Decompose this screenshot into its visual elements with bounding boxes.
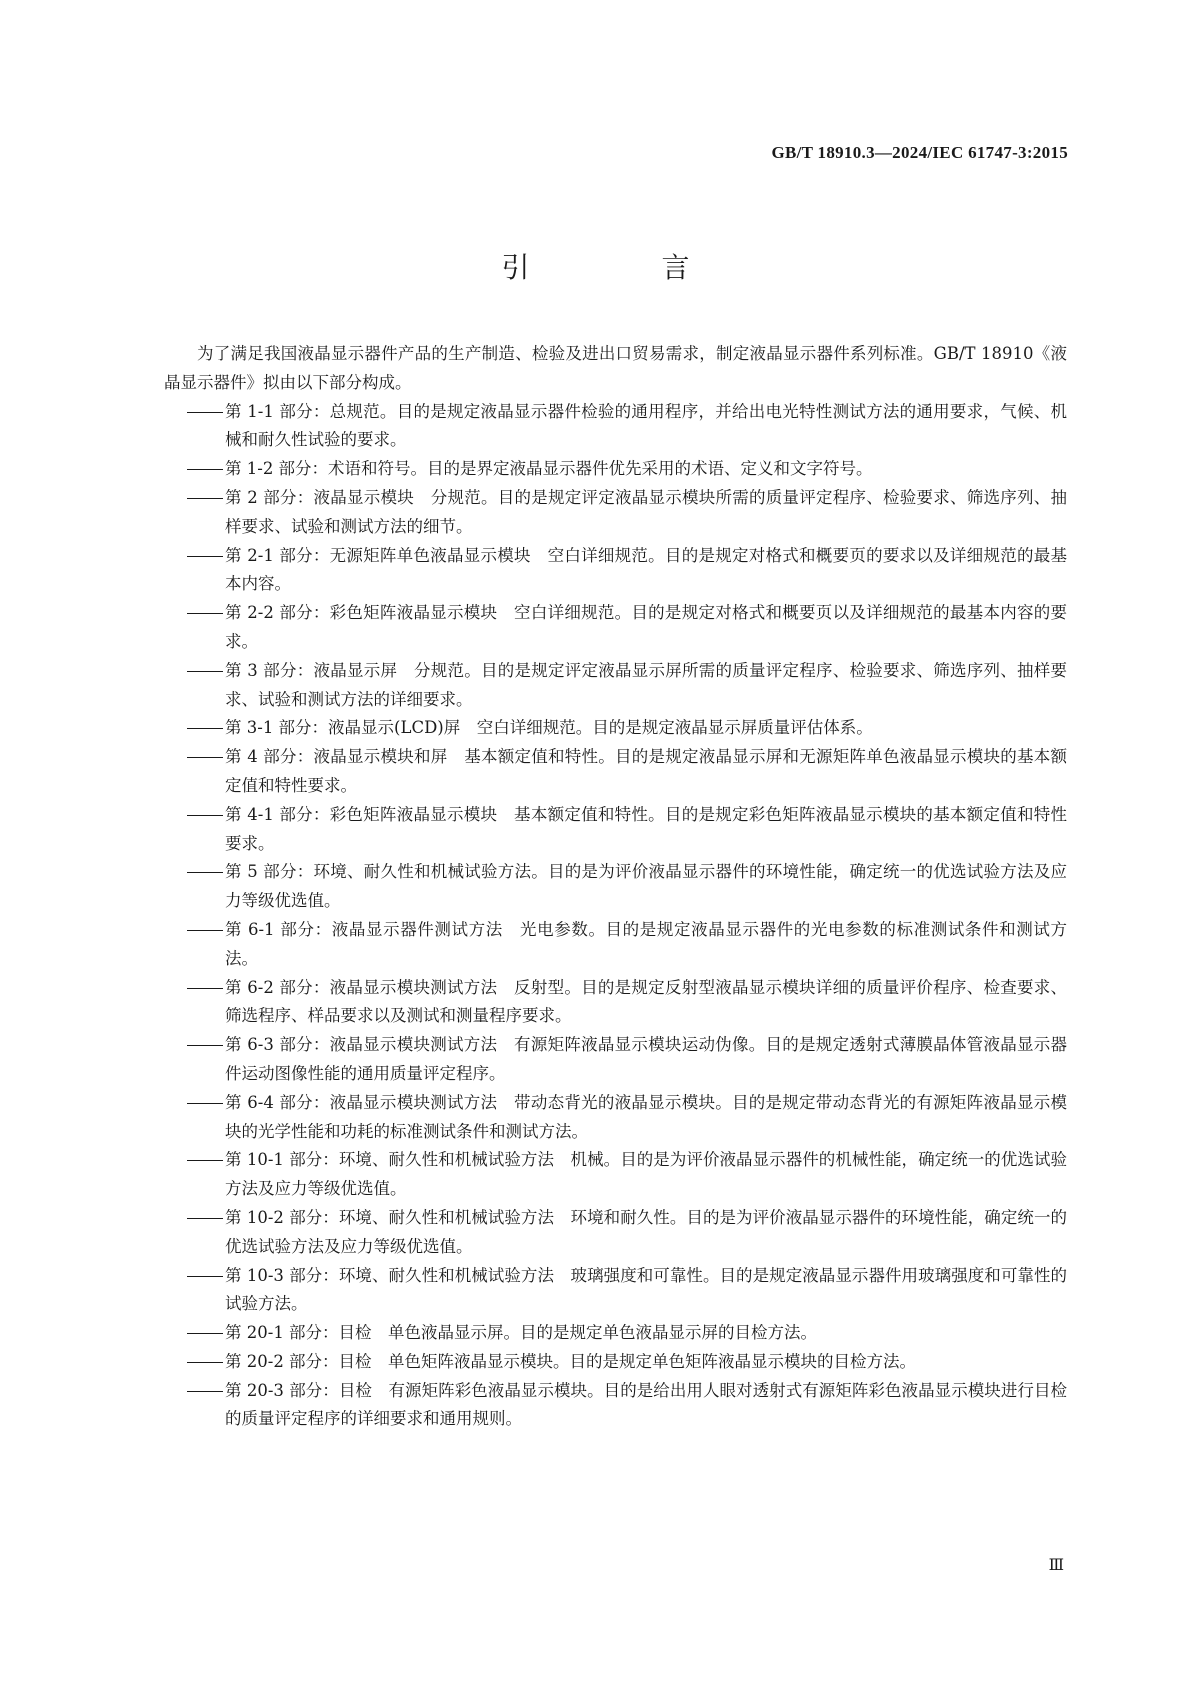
dash-marker <box>187 1391 223 1392</box>
list-item <box>164 1031 1067 1089</box>
part-text: 第 2-1 部分：无源矩阵单色液晶显示模块 空白详细规范。目的是规定对格式和概要页的要求以及详细规范的最基本内容。 <box>225 545 1067 594</box>
dash-marker <box>187 1362 223 1363</box>
dash-marker <box>187 1333 223 1334</box>
part-text: 第 6-2 部分：液晶显示模块测试方法 反射型。目的是规定反射型液晶显示模块详细的质量评价程序、检查要求、筛选程序、样品要求以及测试和测量程序要求。 <box>225 977 1067 1026</box>
part-text: 第 3 部分：液晶显示屏 分规范。目的是规定评定液晶显示屏所需的质量评定程序、检验要求、筛选序列、抽样要求、试验和测试方法的详细要求。 <box>225 660 1067 709</box>
part-text: 第 4-1 部分：彩色矩阵液晶显示模块 基本额定值和特性。目的是规定彩色矩阵液晶显示模块的基本额定值和特性要求。 <box>225 804 1067 853</box>
list-item <box>164 542 1067 600</box>
list-item <box>164 743 1067 801</box>
part-text: 第 6-4 部分：液晶显示模块测试方法 带动态背光的液晶显示模块。目的是规定带动态背光的有源矩阵液晶显示模块的光学性能和功耗的标准测试条件和测试方法。 <box>225 1092 1067 1141</box>
list-item <box>164 1348 1067 1377</box>
page-number: Ⅲ <box>1048 1555 1064 1574</box>
list-item <box>164 858 1067 916</box>
list-item <box>164 1319 1067 1348</box>
dash-marker <box>187 872 223 873</box>
part-text: 第 20-3 部分：目检 有源矩阵彩色液晶显示模块。目的是给出用人眼对透射式有源矩阵彩色液晶显示模块进行目检的质量评定程序的详细要求和通用规则。 <box>225 1380 1067 1429</box>
part-text: 第 1-1 部分：总规范。目的是规定液晶显示器件检验的通用程序，并给出电光特性测试方法的通用要求，气候、机械和耐久性试验的要求。 <box>225 401 1067 450</box>
list-item <box>164 916 1067 974</box>
document-body <box>164 340 1067 1434</box>
part-text: 第 2-2 部分：彩色矩阵液晶显示模块 空白详细规范。目的是规定对格式和概要页以及详细规范的最基本内容的要求。 <box>225 603 1067 651</box>
dash-marker <box>187 613 223 614</box>
part-text: 第 10-1 部分：环境、耐久性和机械试验方法 机械。目的是为评价液晶显示器件的机械性能，确定统一的优选试验方法及应力等级优选值。 <box>225 1150 1067 1199</box>
part-text: 第 20-1 部分：目检 单色液晶显示屏。目的是规定单色液晶显示屏的目检方法。 <box>225 1323 818 1343</box>
dash-marker <box>187 1218 223 1219</box>
part-text: 第 1-2 部分：术语和符号。目的是界定液晶显示器件优先采用的术语、定义和文字符号。 <box>225 459 873 479</box>
list-item <box>164 657 1067 715</box>
page-title: 引 言 <box>501 251 742 284</box>
dash-marker <box>187 930 223 931</box>
list-item <box>164 1262 1067 1320</box>
list-item <box>164 599 1067 657</box>
part-text: 第 10-3 部分：环境、耐久性和机械试验方法 玻璃强度和可靠性。目的是规定液晶显示器件用玻璃强度和可靠性的试验方法。 <box>225 1265 1067 1314</box>
intro-paragraph: 为了满足我国液晶显示器件产品的生产制造、检验及进出口贸易需求，制定液晶显示器件系列标准。GB/T 18910《液晶显示器件》拟由以下部分构成。 <box>164 344 1067 392</box>
list-item <box>164 714 1067 743</box>
dash-marker <box>187 412 223 413</box>
list-item <box>164 801 1067 859</box>
part-text: 第 2 部分：液晶显示模块 分规范。目的是规定评定液晶显示模块所需的质量评定程序、检验要求、筛选序列、抽样要求、试验和测试方法的细节。 <box>225 487 1067 536</box>
part-text: 第 5 部分：环境、耐久性和机械试验方法。目的是为评价液晶显示器件的环境性能，确定统一的优选试验方法及应力等级优选值。 <box>225 862 1067 911</box>
dash-marker <box>187 469 223 470</box>
standard-number-header: GB/T 18910.3—2024/IEC 61747-3:2015 <box>771 143 1068 162</box>
dash-marker <box>187 815 223 816</box>
part-text: 第 6-1 部分：液晶显示器件测试方法 光电参数。目的是规定液晶显示器件的光电参数的标准测试条件和测试方法。 <box>225 919 1067 968</box>
list-item <box>164 1089 1067 1147</box>
dash-marker <box>187 757 223 758</box>
list-item <box>164 455 1067 484</box>
list-item <box>164 1204 1067 1262</box>
dash-marker <box>187 1276 223 1277</box>
list-item <box>164 1377 1067 1435</box>
dash-marker <box>187 1160 223 1161</box>
part-text: 第 20-2 部分：目检 单色矩阵液晶显示模块。目的是规定单色矩阵液晶显示模块的目检方法。 <box>225 1351 917 1371</box>
dash-marker <box>187 1045 223 1046</box>
dash-marker <box>187 498 223 499</box>
dash-marker <box>187 1103 223 1104</box>
dash-marker <box>187 988 223 989</box>
part-text: 第 3-1 部分：液晶显示(LCD)屏 空白详细规范。目的是规定液晶显示屏质量评估体系。 <box>225 718 873 738</box>
list-item <box>164 398 1067 456</box>
dash-marker <box>187 728 223 729</box>
part-text: 第 4 部分：液晶显示模块和屏 基本额定值和特性。目的是规定液晶显示屏和无源矩阵单色液晶显示模块的基本额定值和特性要求。 <box>225 747 1067 795</box>
list-item <box>164 1146 1067 1204</box>
part-text: 第 10-2 部分：环境、耐久性和机械试验方法 环境和耐久性。目的是为评价液晶显示器件的环境性能，确定统一的优选试验方法及应力等级优选值。 <box>225 1207 1067 1256</box>
dash-marker <box>187 671 223 672</box>
list-item <box>164 974 1067 1032</box>
dash-marker <box>187 556 223 557</box>
parts-list <box>164 398 1067 1435</box>
list-item <box>164 484 1067 542</box>
part-text: 第 6-3 部分：液晶显示模块测试方法 有源矩阵液晶显示模块运动伪像。目的是规定透射式薄膜晶体管液晶显示器件运动图像性能的通用质量评定程序。 <box>225 1035 1067 1083</box>
